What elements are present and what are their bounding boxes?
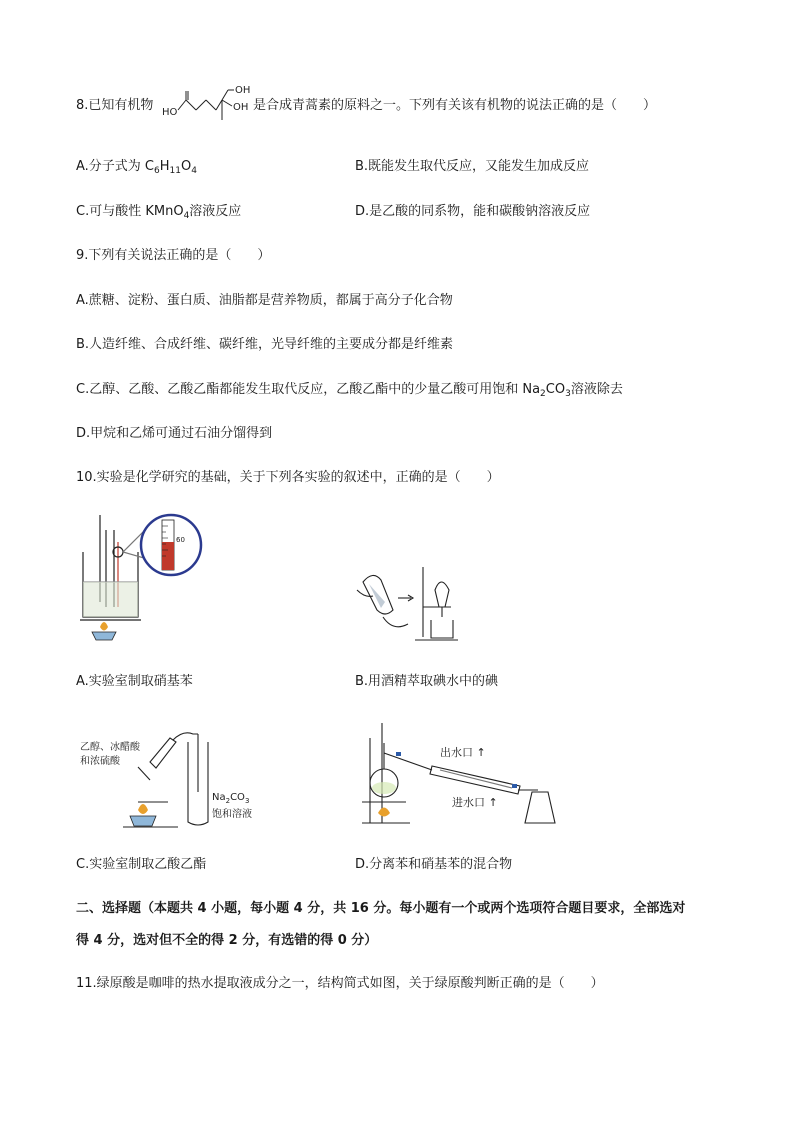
hand-lower — [383, 617, 408, 627]
q8-option-a-o: O — [180, 159, 192, 174]
side-arm — [384, 753, 432, 770]
q9-stem — [76, 247, 270, 265]
fig-c-label-1: 乙醇、冰醋酸 — [80, 742, 140, 753]
q8-mol-oh-mid: OH — [233, 102, 249, 113]
q8-option-c-text: C.可与酸性 KMnO — [76, 204, 184, 219]
q10-figure-a-water-bath — [78, 512, 203, 642]
q9-option-b-text: B.人造纤维、合成纤维、碳纤维，光导纤维的主要成分都是纤维素 — [76, 337, 454, 352]
fig-c-na-label: $Na_2CO_3$ — [212, 792, 250, 805]
flask-liquid — [372, 782, 396, 794]
q9-option-a-text: A.蔗糖、淀粉、蛋白质、油脂都是营养物质，都属于高分子化合物 — [76, 293, 453, 308]
fig-d-outlet-label: 出水口 ↑ — [440, 746, 486, 759]
q8-option-a-sub1: 6 — [154, 166, 160, 176]
q9-option-c-post: 溶液除去 — [570, 382, 623, 397]
q8-option-a[interactable] — [76, 158, 197, 176]
flame-icon — [138, 804, 148, 814]
fig-c-saturated-label: 饱和溶液 — [212, 809, 252, 820]
q9-option-b[interactable] — [76, 336, 453, 354]
section2-heading-text2: 得 4 分，选对但不全的得 2 分，有选错的得 0 分） — [76, 933, 378, 948]
thermometer-reading: 60 — [176, 536, 185, 544]
q9-option-a[interactable] — [76, 292, 453, 310]
q11-stem-text: 11.绿原酸是咖啡的热水提取液成分之一，结构简式如图，关于绿原酸判断正确的是（ ） — [76, 976, 604, 991]
delivery-tube-bend — [173, 733, 198, 740]
q10-option-a[interactable] — [76, 673, 193, 691]
hose-clip-left-icon — [396, 752, 401, 756]
q10-figure-d-distillation — [360, 718, 560, 828]
q9-option-c-sub1: 2 — [540, 389, 546, 399]
q9-option-c[interactable] — [76, 381, 623, 399]
water-fill — [83, 582, 138, 617]
flame-icon — [100, 622, 108, 631]
q8-stem-suffix-line — [253, 97, 656, 115]
q9-option-c-sub2: 3 — [565, 389, 571, 399]
q9-option-c-text: C.乙醇、乙酸、乙酸乙酯都能发生取代反应，乙酸乙酯中的少量乙酸可用饱和 Na — [76, 382, 541, 397]
q8-molecule-structure — [160, 80, 256, 130]
fig-c-label-2: 和浓硫酸 — [80, 756, 120, 767]
q8-option-c[interactable] — [76, 203, 241, 221]
q10-option-c[interactable] — [76, 856, 206, 874]
label-pointer — [138, 767, 150, 780]
q9-option-d-text: D.甲烷和乙烯可通过石油分馏得到 — [76, 426, 273, 441]
section2-heading-line1 — [76, 900, 685, 918]
q10-figure-c-ester-apparatus — [78, 722, 258, 832]
q9-option-c-mid: CO — [545, 382, 566, 397]
q10-option-a-text: A.实验室制取硝基苯 — [76, 674, 193, 689]
q10-option-d-text: D.分离苯和硝基苯的混合物 — [355, 857, 513, 872]
q8-option-b[interactable] — [355, 158, 589, 176]
conical-flask — [525, 792, 555, 823]
alcohol-lamp-icon — [130, 816, 156, 826]
section2-heading-line2 — [76, 932, 377, 950]
q10-option-b-text: B.用酒精萃取碘水中的碘 — [355, 674, 499, 689]
q8-option-a-sub3: 4 — [191, 166, 197, 176]
condenser — [430, 766, 520, 794]
q8-option-a-h: H — [159, 159, 170, 174]
collection-beaker — [431, 620, 453, 638]
q8-stem-suffix: 是合成青蒿素的原料之一。下列有关该有机物的说法正确的是（ ） — [253, 98, 657, 113]
fig-d-inlet-label: 进水口 ↑ — [452, 796, 498, 809]
q8-option-a-text: A.分子式为 C — [76, 159, 155, 174]
q10-option-b[interactable] — [355, 673, 498, 691]
q9-option-d[interactable] — [76, 425, 272, 443]
q8-option-c-post: 溶液反应 — [189, 204, 242, 219]
q8-mol-ho-left: HO — [162, 107, 178, 118]
section2-heading-text1: 二、选择题（本题共 4 小题，每小题 4 分，共 16 分。每小题有一个或两个选项符合题目要求，全部选对 — [76, 901, 686, 916]
q10-figure-b-separatory-funnel — [353, 562, 468, 647]
q8-stem-prefix: 8.已知有机物 — [76, 98, 154, 113]
q10-option-d[interactable] — [355, 856, 512, 874]
q8-option-a-sub2: 11 — [169, 166, 181, 176]
q9-stem-text: 9.下列有关说法正确的是（ ） — [76, 248, 271, 263]
q8-option-c-sub: 4 — [183, 211, 190, 221]
q10-stem-text: 10.实验是化学研究的基础，关于下列各实验的叙述中，正确的是（ ） — [76, 470, 500, 485]
hose-clip-right-icon — [512, 784, 517, 788]
q8-option-b-text: B.既能发生取代反应，又能发生加成反应 — [355, 159, 590, 174]
q8-option-d[interactable] — [355, 203, 590, 221]
hand-upper — [357, 590, 373, 596]
q8-stem — [76, 97, 153, 115]
q8-option-d-text: D.是乙酸的同系物，能和碳酸钠溶液反应 — [355, 204, 591, 219]
q8-mol-oh-top: OH — [235, 85, 251, 96]
alcohol-lamp-icon — [92, 632, 116, 640]
q10-option-c-text: C.实验室制取乙酸乙酯 — [76, 857, 207, 872]
q10-stem — [76, 469, 500, 487]
tilted-test-tube — [150, 738, 176, 768]
flame-icon — [378, 808, 390, 817]
separatory-funnel — [435, 582, 449, 607]
q11-stem — [76, 975, 604, 993]
